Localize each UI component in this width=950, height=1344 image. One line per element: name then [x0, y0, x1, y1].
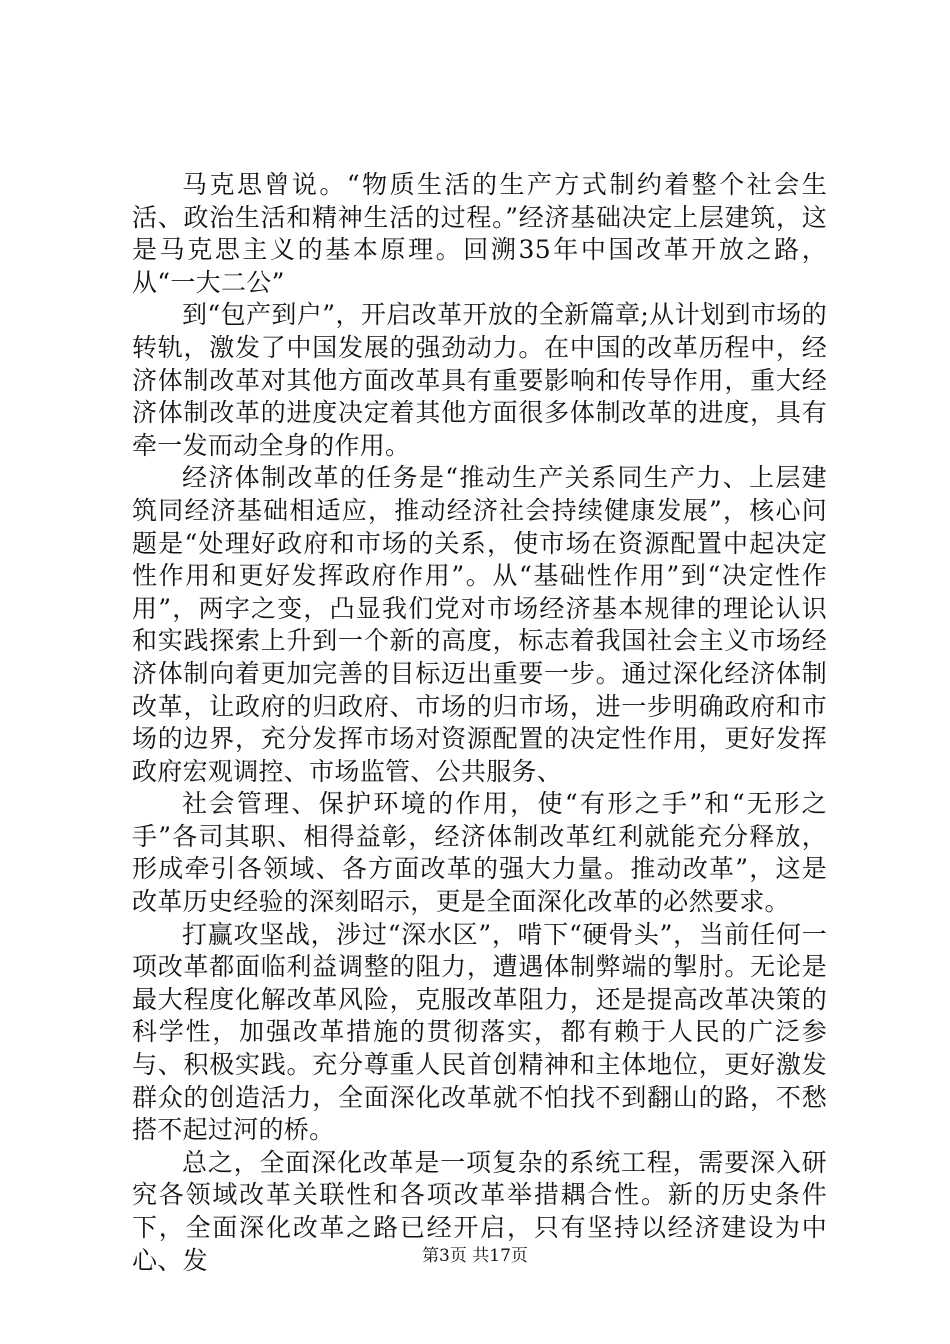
page-number-footer: 第3页 共17页: [422, 1246, 528, 1266]
paragraph: 总之，全面深化改革是一项复杂的系统工程，需要深入研究各领域改革关联性和各项改革举措耦合性。新的历史条件下，全面深化改革之路已经开启，只有坚持以经济建设为中心、发: [132, 1147, 827, 1275]
paragraph: 经济体制改革的任务是“推动生产关系同生产力、上层建筑同经济基础相适应，推动经济社会持续健康发展”，核心问题是“处理好政府和市场的关系，使市场在资源配置中起决定性作用和更好发挥政府作用”。从“基础性作用”到“决定性作用”，两字之变，凸显我们党对市场经济基本规律的理论认识和实践探索上升到一个新的高度，标志着我国社会主义市场经济体制向着更加完善的目标迈出重要一步。通过深化经济体制改革，让政府的归政府、市场的归市场，进一步明确政府和市场的边界，充分发挥市场对资源配置的决定性作用，更好发挥政府宏观调控、市场监管、公共服务、: [132, 463, 827, 786]
paragraph: 社会管理、保护环境的作用，使“有形之手”和“无形之手”各司其职、相得益彰，经济体制改革红利就能充分释放，形成牵引各领域、各方面改革的强大力量。推动改革”，这是改革历史经验的深刻昭示，更是全面深化改革的必然要求。: [132, 789, 827, 917]
paragraph: 马克思曾说。“物质生活的生产方式制约着整个社会生活、政治生活和精神生活的过程。”经济基础决定上层建筑，这是马克思主义的基本原理。回溯35年中国改革开放之路，从“一大二公”: [132, 170, 827, 297]
paragraph: 到“包产到户”，开启改革开放的全新篇章;从计划到市场的转轨，激发了中国发展的强劲动力。在中国的改革历程中，经济体制改革对其他方面改革具有重要影响和传导作用，重大经济体制改革的进度决定着其他方面很多体制改革的进度，具有牵一发而动全身的作用。: [132, 300, 827, 460]
paragraph: 打赢攻坚战，涉过“深水区”，啃下“硬骨头”，当前任何一项改革都面临利益调整的阻力，遭遇体制弊端的掣肘。无论是最大程度化解改革风险，克服改革阻力，还是提高改革决策的科学性，加强改革措施的贯彻落实，都有赖于人民的广泛参与、积极实践。充分尊重人民首创精神和主体地位，更好激发群众的创造活力，全面深化改革就不怕找不到翻山的路，不愁搭不起过河的桥。: [132, 919, 827, 1145]
document-body: [132, 169, 827, 1277]
